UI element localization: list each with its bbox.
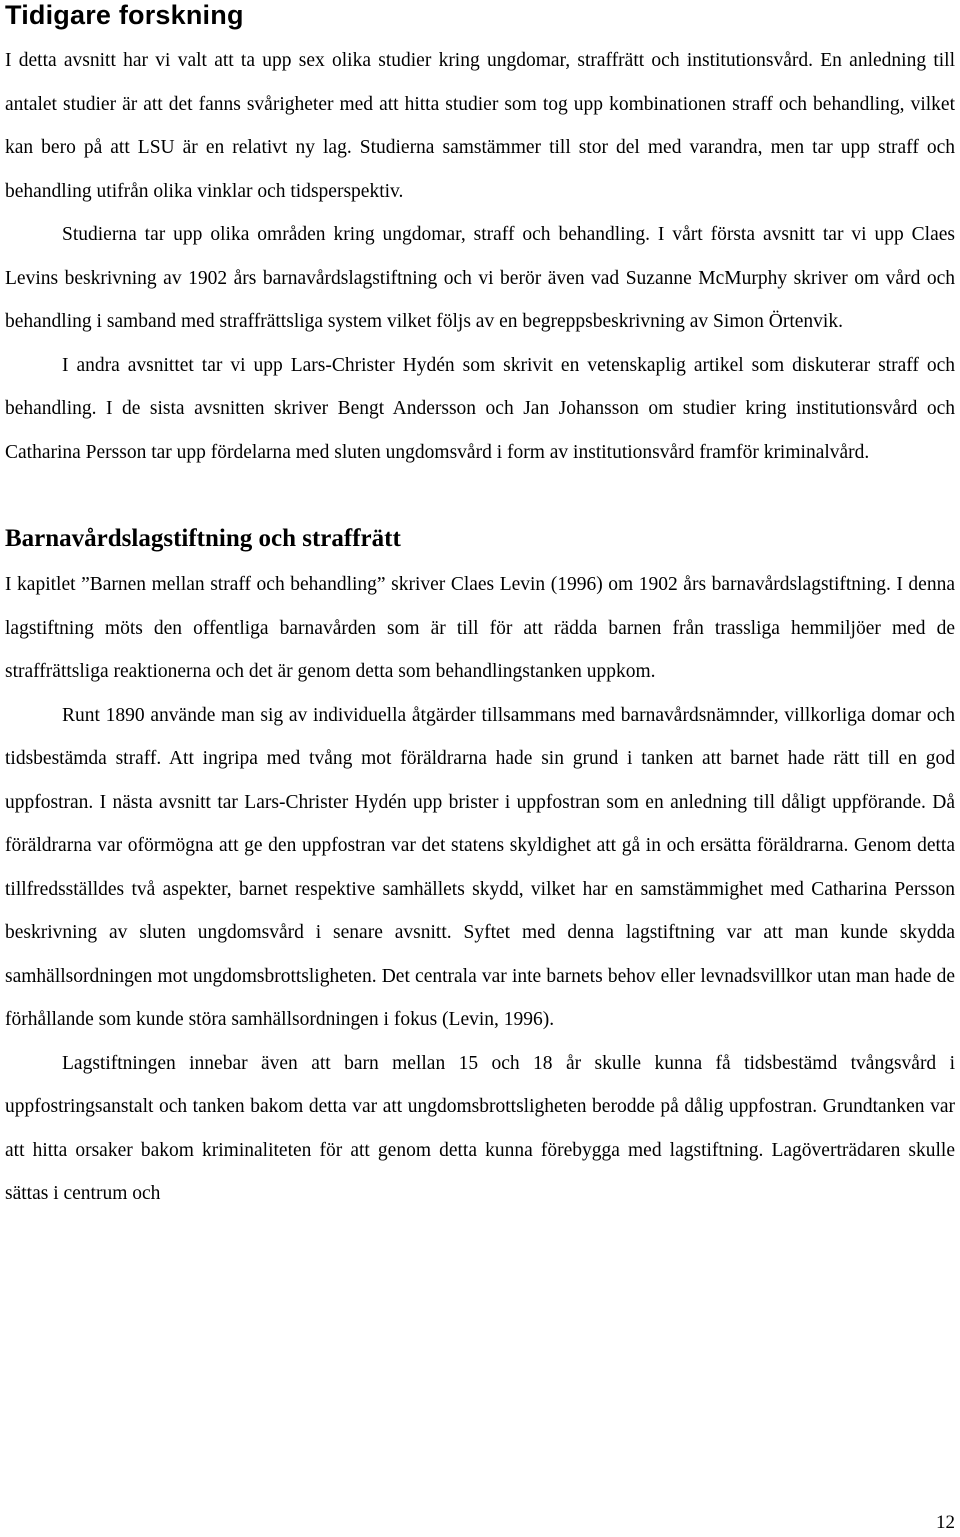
paragraph-levin-chapter: I kapitlet ”Barnen mellan straff och behandling” skriver Claes Levin (1996) om 1902 års barnavårdslagstiftning. I denna lagstiftning möts den offentliga barnavården som är till för att rädda barnen från trassliga hemmiljöer med de straffrättsliga reaktionerna och det är genom detta som behandlingstanken uppkom. [5, 574, 955, 682]
section-heading-tidigare-forskning: Tidigare forskning [5, 0, 244, 30]
page-number: 12 [936, 1512, 955, 1533]
section-spacer [5, 474, 955, 524]
paragraph-intro: I detta avsnitt har vi valt att ta upp sex olika studier kring ungdomar, straffrätt och institutionsvård. En anledning till antalet studier är att det fanns svårigheter med att hitta studier som tog upp kombinationen straff och behandling, vilket kan bero på att LSU är en relativt ny lag. Studierna samstämmer till stor del med varandra, men tar upp straff och behandling utifrån olika vinklar och tidsperspektiv. [5, 50, 955, 202]
document-page [5, 0, 955, 1216]
paragraph-study-areas: Studierna tar upp olika områden kring ungdomar, straff och behandling. I vårt första avsnitt tar vi upp Claes Levins beskrivning av 1902 års barnavårdslagstiftning och vi berör även vad Suzanne McMurphy skriver om vård och behandling i samband med straffrättsliga system vilket följs av en begreppsbeskrivning av Simon Örtenvik. [5, 224, 955, 332]
paragraph-runt-1890: Runt 1890 använde man sig av individuella åtgärder tillsammans med barnavårdsnämnder, villkorliga domar och tidsbestämda straff. Att ingripa med tvång mot föräldrarna hade sin grund i tanken att barnet hade rätt till en god uppfostran. I nästa avsnitt tar Lars-Christer Hydén upp brister i uppfostran som en anledning till dåligt uppförande. Då föräldrarna var oförmögna att ge den uppfostran var det statens skyldighet att gå in och ersätta föräldrarna. Genom detta tillfredsställdes två aspekter, barnet respektive samhällets skydd, vilket har en samstämmighet med Catharina Persson beskrivning av sluten ungdomsvård i senare avsnitt. Syftet med denna lagstiftning var att man kunde skydda samhällsordningen mot ungdomsbrottsligheten. Det centrala var inte barnets behov eller levnadsvillkor utan man hade de förhållande som kunde störa samhällsordningen i fokus (Levin, 1996). [5, 704, 955, 1030]
paragraph-later-sections: I andra avsnittet tar vi upp Lars-Christer Hydén som skrivit en vetenskaplig artikel som diskuterar straff och behandling. I de sista avsnitten skriver Bengt Andersson och Jan Johansson om studier kring institutionsvård och Catharina Persson tar upp fördelarna med sluten ungdomsvård i form av institutionsvård framför kriminalvård. [5, 354, 955, 463]
paragraph-lagstiftningen: Lagstiftningen innebar även att barn mellan 15 och 18 år skulle kunna få tidsbestämd tvångsvård i uppfostringsanstalt och tanken bakom detta var att ungdomsbrottsligheten berodde på dålig uppfostran. Grundtanken var att hitta orsaker bakom kriminaliteten för att genom detta kunna förebygga med lagstiftning. Lagöverträdaren skulle sättas i centrum och [5, 1052, 955, 1204]
section-heading-barnavardslagstiftning: Barnavårdslagstiftning och straffrätt [5, 525, 401, 552]
